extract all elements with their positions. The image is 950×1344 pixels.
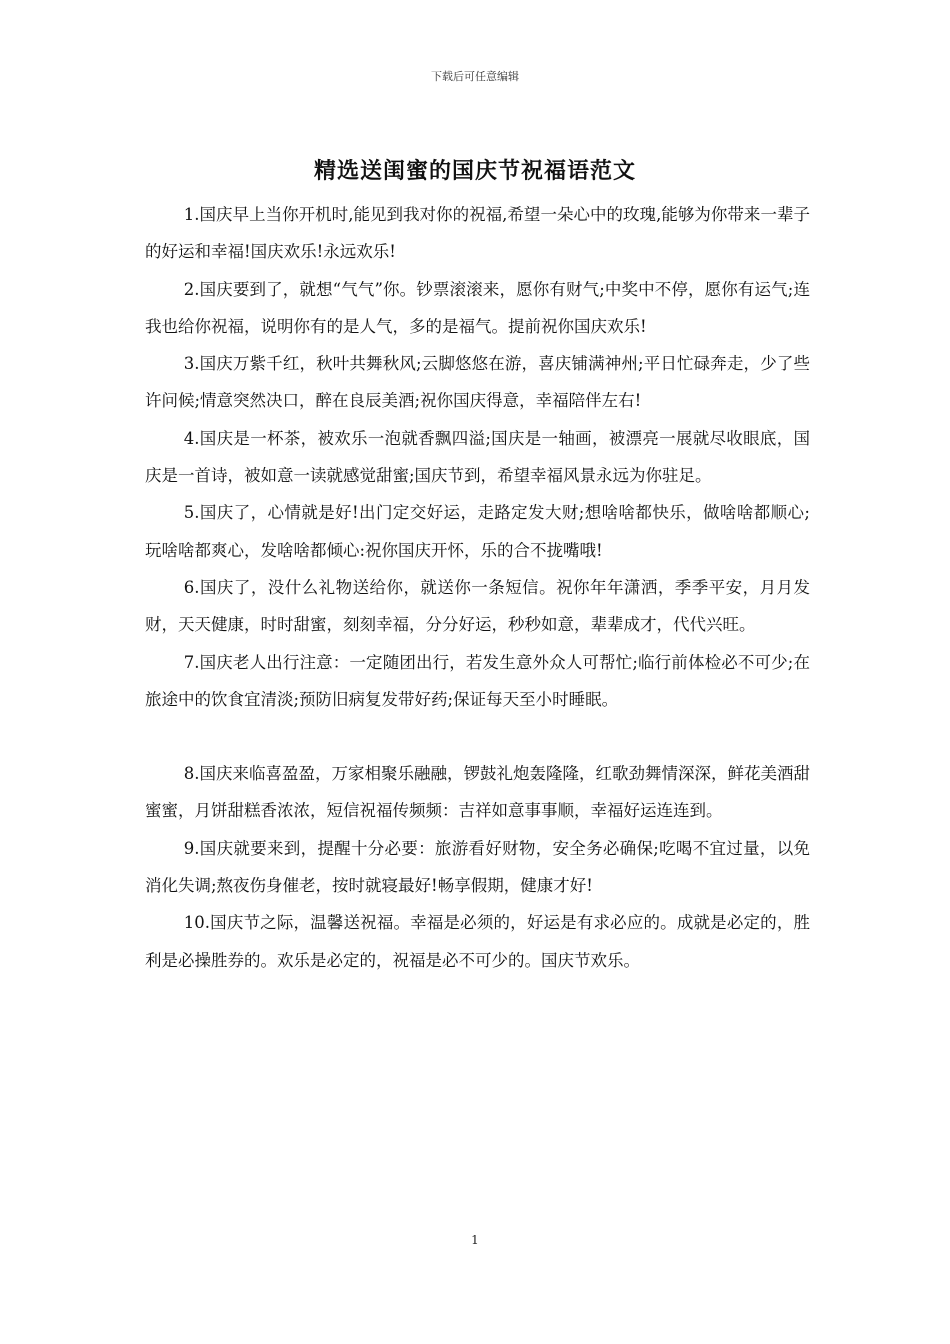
paragraph-3: 3.国庆万紫千红，秋叶共舞秋风;云脚悠悠在游，喜庆铺满神州;平日忙碌奔走，少了些许问候;情意突然决口，醉在良辰美酒;祝你国庆得意，幸福陪伴左右!	[145, 354, 810, 411]
header-note: 下载后可任意编辑	[431, 70, 519, 83]
paragraph-9: 9.国庆就要来到，提醒十分必要：旅游看好财物，安全务必确保;吃喝不宜过量，以免消化失调;熬夜伤身催老，按时就寝最好!畅享假期，健康才好!	[145, 838, 810, 896]
paragraph-10: 10.国庆节之际，温馨送祝福。幸福是必须的，好运是有求必应的。成就是必定的，胜利是必操胜券的。欢乐是必定的，祝福是必不可少的。国庆节欢乐。	[145, 913, 810, 970]
paragraph-1: 1.国庆早上当你开机时,能见到我对你的祝福,希望一朵心中的玫瑰,能够为你带来一辈子的好运和幸福!国庆欢乐!永远欢乐!	[145, 205, 810, 262]
paragraph-7: 7.国庆老人出行注意：一定随团出行，若发生意外众人可帮忙;临行前体检必不可少;在旅途中的饮食宜清淡;预防旧病复发带好药;保证每天至小时睡眠。	[145, 652, 810, 709]
document-body	[145, 196, 810, 979]
page-number: 1	[471, 1233, 479, 1247]
paragraph-2: 2.国庆要到了，就想“气气”你。钞票滚滚来，愿你有财气;中奖中不停，愿你有运气;连我也给你祝福，说明你有的是人气，多的是福气。提前祝你国庆欢乐!	[145, 279, 810, 336]
paragraph-8: 8.国庆来临喜盈盈，万家相聚乐融融，锣鼓礼炮轰隆隆，红歌劲舞情深深，鲜花美酒甜蜜蜜，月饼甜糕香浓浓，短信祝福传频频：吉祥如意事事顺，幸福好运连连到。	[145, 764, 811, 821]
document-title: 精选送闺蜜的国庆节祝福语范文	[313, 159, 636, 184]
paragraph-4: 4.国庆是一杯茶，被欢乐一泡就香飘四溢;国庆是一轴画，被漂亮一展就尽收眼底，国庆是一首诗，被如意一读就感觉甜蜜;国庆节到，希望幸福风景永远为你驻足。	[145, 428, 810, 486]
paragraph-6: 6.国庆了，没什么礼物送给你，就送你一条短信。祝你年年潇洒，季季平安，月月发财，天天健康，时时甜蜜，刻刻幸福，分分好运，秒秒如意，辈辈成才，代代兴旺。	[145, 577, 810, 635]
paragraph-5: 5.国庆了，心情就是好!出门定交好运，走路定发大财;想啥啥都快乐，做啥啥都顺心;玩啥啥都爽心，发啥啥都倾心:祝你国庆开怀，乐的合不拢嘴哦!	[145, 503, 810, 560]
